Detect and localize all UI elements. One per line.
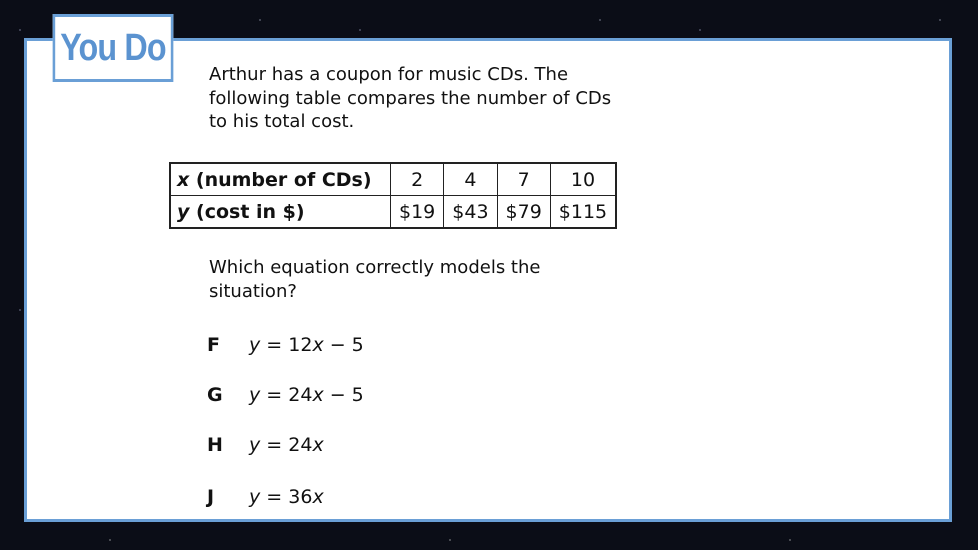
- choice-letter: H: [207, 434, 223, 456]
- row-header-x-text: (number of CDs): [189, 169, 372, 191]
- answer-choice-g[interactable]: [207, 384, 364, 406]
- you-do-badge: [53, 14, 174, 82]
- data-table: [169, 162, 617, 229]
- table-cell: 7: [497, 163, 550, 196]
- worksheet-panel: [24, 38, 952, 522]
- choice-letter: F: [207, 334, 220, 356]
- table-cell: $79: [497, 196, 550, 229]
- row-header-x: [170, 163, 391, 196]
- badge-label: You Do: [60, 26, 166, 69]
- table-row: [170, 163, 616, 196]
- choice-letter: J: [207, 486, 215, 508]
- table-cell: 10: [550, 163, 616, 196]
- choice-equation: y = 12x − 5: [249, 334, 364, 356]
- table-cell: 2: [391, 163, 444, 196]
- row-header-y: [170, 196, 391, 229]
- answer-choice-f[interactable]: [207, 334, 364, 356]
- table-cell: $115: [550, 196, 616, 229]
- problem-intro: Arthur has a coupon for music CDs. The following table compares the number of CDs to his total cost.: [209, 64, 612, 132]
- row-header-y-text: (cost in $): [189, 201, 305, 223]
- answer-choice-j[interactable]: [207, 486, 324, 508]
- problem-content: [27, 41, 949, 519]
- choice-letter: G: [207, 384, 223, 406]
- table-cell: $19: [391, 196, 444, 229]
- var-x: x: [177, 169, 190, 191]
- table-row: [170, 196, 616, 229]
- table-cell: $43: [444, 196, 497, 229]
- choice-equation: y = 24x: [249, 434, 324, 456]
- question-text: Which equation correctly models the situation?: [209, 257, 541, 302]
- table-cell: 4: [444, 163, 497, 196]
- answer-choice-h[interactable]: [207, 434, 324, 456]
- choice-equation: y = 36x: [249, 486, 324, 508]
- choice-equation: y = 24x − 5: [249, 384, 364, 406]
- var-y: y: [177, 201, 190, 223]
